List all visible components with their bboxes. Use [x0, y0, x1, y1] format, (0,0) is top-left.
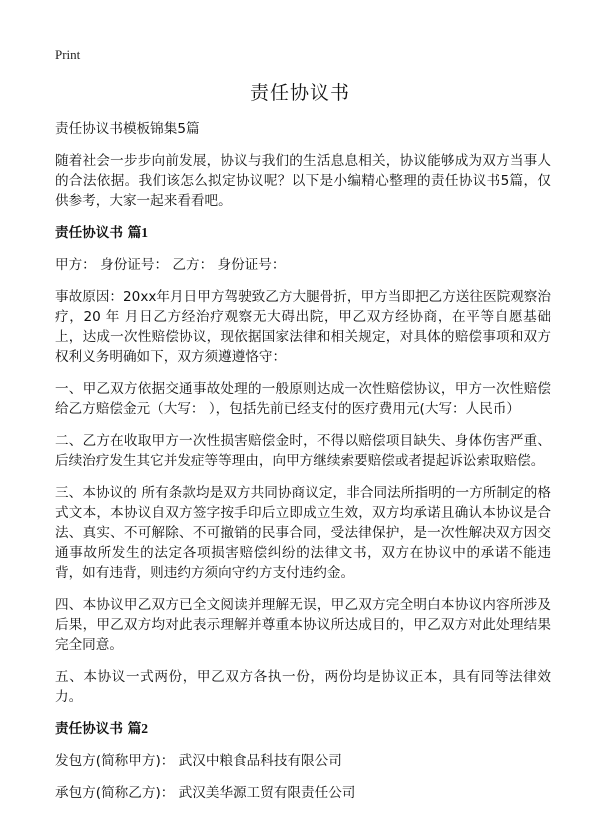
subtitle: 责任协议书模板锦集5篇	[55, 121, 200, 137]
section-1-parties: 甲方： 身份证号： 乙方： 身份证号：	[55, 257, 286, 273]
section-2-heading-number: 2	[141, 721, 149, 736]
section-1-clause-3: 三、本协议的 所有条款均是双方共同协商议定，非合同法所指明的一方所制定的格式文本，本协议自双方签字按手印后立即成立生效，双方均承诺且确认本协议是合法、真实、不可解除、不可撤销的民事合同，受法律保护，是一次性解决双方因交通事故所发生的法定各项损害赔偿纠纷的法律文书，双方在协议中的承诺不能违背，如有违背，则违约方须向守约方支付违约金。	[55, 485, 551, 581]
intro-paragraph: 随着社会一步步向前发展，协议与我们的生活息息相关，协议能够成为双方当事人的合法依据。我们该怎么拟定协议呢？以下是小编精心整理的责任协议书5篇，仅供参考，大家一起来看看吧。	[55, 153, 551, 209]
section-2-issuer: 发包方(简称甲方)： 武汉中粮食品科技有限公司	[55, 753, 342, 769]
section-1-clause-2: 二、乙方在收取甲方一次性损害赔偿金时，不得以赔偿项目缺失、身体伤害严重、后续治疗发生其它并发症等等理由，向甲方继续索要赔偿或者提起诉讼索取赔偿。	[55, 433, 551, 469]
section-2-receiver: 承包方(简称乙方)： 武汉美华源工贸有限责任公司	[55, 785, 356, 801]
section-1-heading-text: 责任协议书 篇	[55, 225, 142, 241]
section-1-heading	[55, 223, 551, 243]
section-1-clause-1: 一、甲乙双方依据交通事故处理的一般原则达成一次性赔偿协议，甲方一次性赔偿给乙方赔偿金元（大写： ），包括先前已经支付的医疗费用元(大写：人民币）	[55, 381, 551, 417]
document-title: 责任协议书	[249, 82, 350, 104]
section-1-clause-5: 五、本协议一式两份，甲乙双方各执一份，两份均是协议正本，具有同等法律效力。	[55, 669, 551, 705]
section-1-cause: 事故原因：20xx年月日甲方驾驶致乙方大腿骨折，甲方当即把乙方送往医院观察治疗，20 年 月日乙方经治疗观察无大碍出院，甲乙双方经协商，在平等自愿基础上，达成一次性赔偿协议，现依据国家法律和相关规定，对具体的赔偿事项和双方权利义务明确如下，双方须遵遵恪守：	[55, 289, 551, 365]
document-body	[55, 119, 551, 815]
section-1-heading-number: 1	[141, 225, 149, 240]
print-link[interactable]: Print	[55, 47, 81, 62]
section-2-heading-text: 责任协议书 篇	[55, 721, 142, 737]
section-2-heading	[55, 719, 551, 739]
section-1-clause-4: 四、本协议甲乙双方已全文阅读并理解无误，甲乙双方完全明白本协议内容所涉及后果，甲乙双方均对此表示理解并尊重本协议所达成目的，甲乙双方对此处理结果完全同意。	[55, 597, 551, 653]
